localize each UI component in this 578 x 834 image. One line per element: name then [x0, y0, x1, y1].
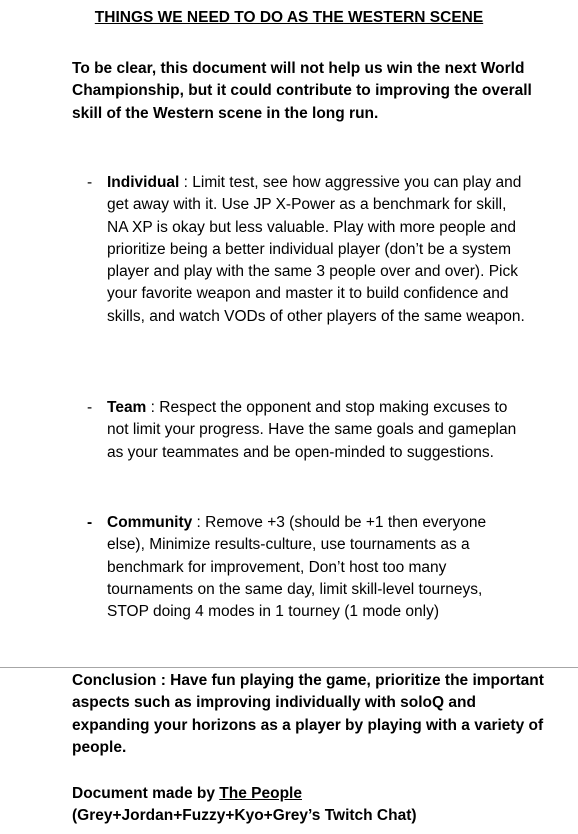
bullet-text: : Limit test, see how aggressive you can play and get away with it. Use JP X-Power as a benchmark for skill, NA XP is okay but less valuable. Play with more people and prioritize being a better individual player (don’t be a system player and play with the same 3 people over and over). Pick your favorite weapon and master it to build confidence and skills, and watch VODs of other players of the same weapon. — [107, 174, 525, 325]
credits-author: The People — [219, 785, 302, 802]
bullet-label: Individual — [107, 174, 180, 191]
credits-line — [72, 783, 562, 805]
bullet-text: : Remove +3 (should be +1 then everyone else), Minimize results-culture, use tournaments as a benchmark for improvement, Don’t host too many tournaments on the same day, limit skill-level tourneys, STOP doing 4 modes in 1 tourney (1 mode only) — [107, 514, 487, 621]
bullet-label: Team — [107, 399, 147, 416]
bullet-body — [107, 172, 527, 328]
bullet-label: Community — [107, 514, 193, 531]
bullet-team — [87, 397, 527, 464]
page-divider — [0, 667, 578, 668]
bullet-body — [107, 512, 527, 623]
bullet-community — [87, 512, 527, 623]
bullet-dash: - — [87, 174, 93, 191]
bullet-individual — [87, 172, 527, 328]
intro-paragraph: To be clear, this document will not help us win the next World Championship, but it could contribute to improving the overall skill of the Western scene in the long run. — [72, 60, 532, 122]
bullet-dash: - — [87, 514, 93, 531]
bullet-dash: - — [87, 399, 93, 416]
document-title: THINGS WE NEED TO DO AS THE WESTERN SCENE — [94, 9, 484, 26]
credits — [72, 783, 562, 828]
conclusion-paragraph: Conclusion : Have fun playing the game, prioritize the important aspects such as improving individually with soloQ and expanding your horizons as a player by playing with a variety of people. — [72, 672, 544, 756]
bullet-text: : Respect the opponent and stop making excuses to not limit your progress. Have the same goals and gameplan as your teammates and be open-minded to suggestions. — [107, 399, 517, 461]
bullet-body — [107, 397, 527, 464]
credits-members: (Grey+Jordan+Fuzzy+Kyo+Grey’s Twitch Chat) — [72, 807, 417, 825]
credits-prefix: Document made by — [72, 785, 220, 802]
